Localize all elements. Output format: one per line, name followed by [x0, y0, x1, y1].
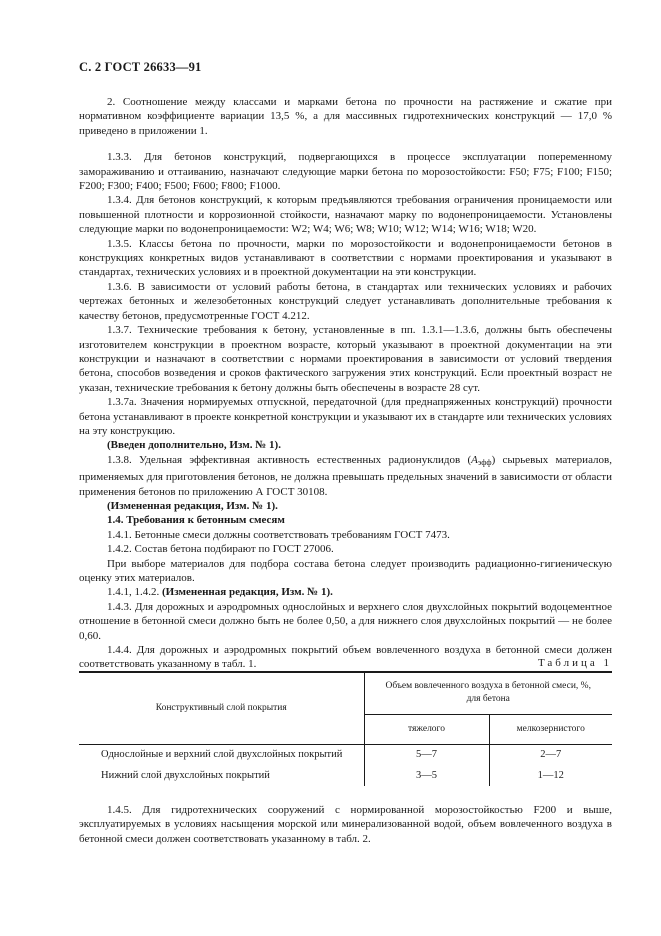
header-heavy: тяжелого: [364, 714, 489, 744]
row-fine: 2—7: [540, 749, 562, 761]
table-header-row: [79, 672, 612, 714]
table-row: [79, 765, 612, 786]
table-row: [79, 744, 612, 765]
section-heading-1-4: 1.4. Требования к бетонным смесям: [107, 514, 285, 527]
paragraph-1-3-8-end: ) сырьевых материалов, применяемых для приготовления бетонов, не должна превышать предельных значений в зависимости от области применения бетонов по приложению А ГОСТ 30108.: [79, 453, 612, 498]
symbol-a: А: [471, 453, 478, 466]
air-content-table: [79, 671, 612, 786]
row-layer: Нижний слой двухслойных покрытий: [79, 765, 364, 786]
header-air-volume: [364, 672, 612, 714]
page-header: С. 2 ГОСТ 26633—91: [79, 60, 202, 74]
paragraph-1-4-3: 1.4.3. Для дорожных и аэродромных однослойных и верхнего слоя двухслойных покрытий водоцементное отношение в бетонной смеси должно быть не более 0,50, а для нижнего слоя двухслойных покрытий — не более 0,60.: [79, 600, 612, 642]
amendment-note: (Введен дополнительно, Изм. № 1).: [107, 439, 281, 452]
paragraph-1-4-1: 1.4.1. Бетонные смеси должны соответствовать требованиям ГОСТ 7473.: [107, 528, 450, 541]
row-layer: Однослойные и верхний слой двухслойных покрытий: [79, 744, 364, 765]
amendment-prefix: 1.4.1, 1.4.2.: [107, 586, 162, 599]
header-fine: мелкозернистого: [489, 714, 612, 744]
table-caption: Таблица 1: [537, 657, 612, 669]
paragraph-1-3-8: [79, 453, 612, 499]
paragraph-selection: При выборе материалов для подбора состава бетона следует производить радиационно-гигиеническую оценку этих материалов.: [79, 557, 612, 584]
header-air-volume-line1: Объем вовлеченного воздуха в бетонной смеси, %,: [385, 681, 591, 692]
paragraph-1-4-5: 1.4.5. Для гидротехнических сооружений с нормированной морозостойкостью F200 и выше, эксплуатируемых в условиях насыщения морской или минерализованной водой, объем вовлеченного воздуха в бетонной смеси должен соответствовать указанному в табл. 2.: [79, 804, 612, 845]
paragraph-1-3-7a: 1.3.7а. Значения нормируемых отпускной, передаточной (для преднапряженных конструкций) прочности бетона устанавливают в проекте конкретной конструкции и указывают их в стандарте или технических условиях на эту конструкцию.: [79, 396, 612, 437]
paragraph-1-4-4: 1.4.4. Для дорожных и аэродромных покрытий объем вовлеченного воздуха в бетонной смеси должен соответствовать указанному в табл. 1.: [79, 644, 612, 671]
paragraph-1-3-3: 1.3.3. Для бетонов конструкций, подвергающихся в процессе эксплуатации попеременному замораживанию и оттаиванию, назначают следующие марки бетона по морозостойкости: F50; F75; F100; F150; F200; F300; F400; F500; F600; F800; F1000.: [79, 151, 612, 193]
amendment-note: (Измененная редакция, Изм. № 1).: [107, 499, 278, 512]
amendment-note-1-4: [79, 585, 612, 599]
symbol-subscript: эфф: [477, 457, 492, 467]
header-air-volume-line2: для бетона: [466, 694, 510, 705]
body-text-lower: [79, 803, 612, 846]
row-heavy: 5—7: [364, 744, 489, 765]
amendment-bold: (Измененная редакция, Изм. № 1).: [162, 586, 333, 599]
body-text-upper: [79, 95, 612, 672]
paragraph-1-3-6: 1.3.6. В зависимости от условий работы бетона, в стандартах или технических условиях и рабочих чертежах бетонных и железобетонных конструкций следует устанавливать дополнительные требования к качеству бетонов, предусмотренные ГОСТ 4.212.: [79, 280, 612, 322]
header-layer: Конструктивный слой покрытия: [79, 672, 364, 744]
note-2: 2. Соотношение между классами и марками бетона по прочности на растяжение и сжатие при нормативном коэффициенте вариации 13,5 %, а для массивных гидротехнических конструкций — 17,0 % приведено в приложении 1.: [79, 96, 612, 137]
paragraph-1-4-2: 1.4.2. Состав бетона подбирают по ГОСТ 27006.: [107, 543, 334, 556]
paragraph-1-3-4: 1.3.4. Для бетонов конструкций, к которым предъявляются требования ограничения проницаемости или повышенной плотности и коррозионной стойкости, назначают марку по водонепроницаемости. Установлены следующие марки по водонепроницаемости: W2; W4; W6; W8; W10; W12; W14; W16; W18; W20.: [79, 194, 612, 236]
row-heavy: 3—5: [364, 765, 489, 786]
row-fine: 1—12: [537, 770, 564, 781]
paragraph-1-3-7: 1.3.7. Технические требования к бетону, установленные в пп. 1.3.1—1.3.6, должны быть обеспечены изготовителем конструкции в проектном возрасте, который указывают в проектной документации на эти конструкции и назначают в соответствии с нормами проектирования в зависимости от условий твердения бетона, способов возведения и сроков фактического загружения этих конструкций. Если проектный возраст не указан, технические требования к бетону должны быть обеспечены в возрасте 28 сут.: [79, 324, 612, 394]
paragraph-1-3-5: 1.3.5. Классы бетона по прочности, марки по морозостойкости и водонепроницаемости бетонов в конструкциях конкретных видов устанавливают в соответствии с нормами проектирования и указывают в стандартах, технических условиях и в проектной документации на эти конструкции.: [79, 237, 612, 279]
paragraph-1-3-8-start: 1.3.8. Удельная эффективная активность естественных радионуклидов (: [107, 453, 472, 466]
